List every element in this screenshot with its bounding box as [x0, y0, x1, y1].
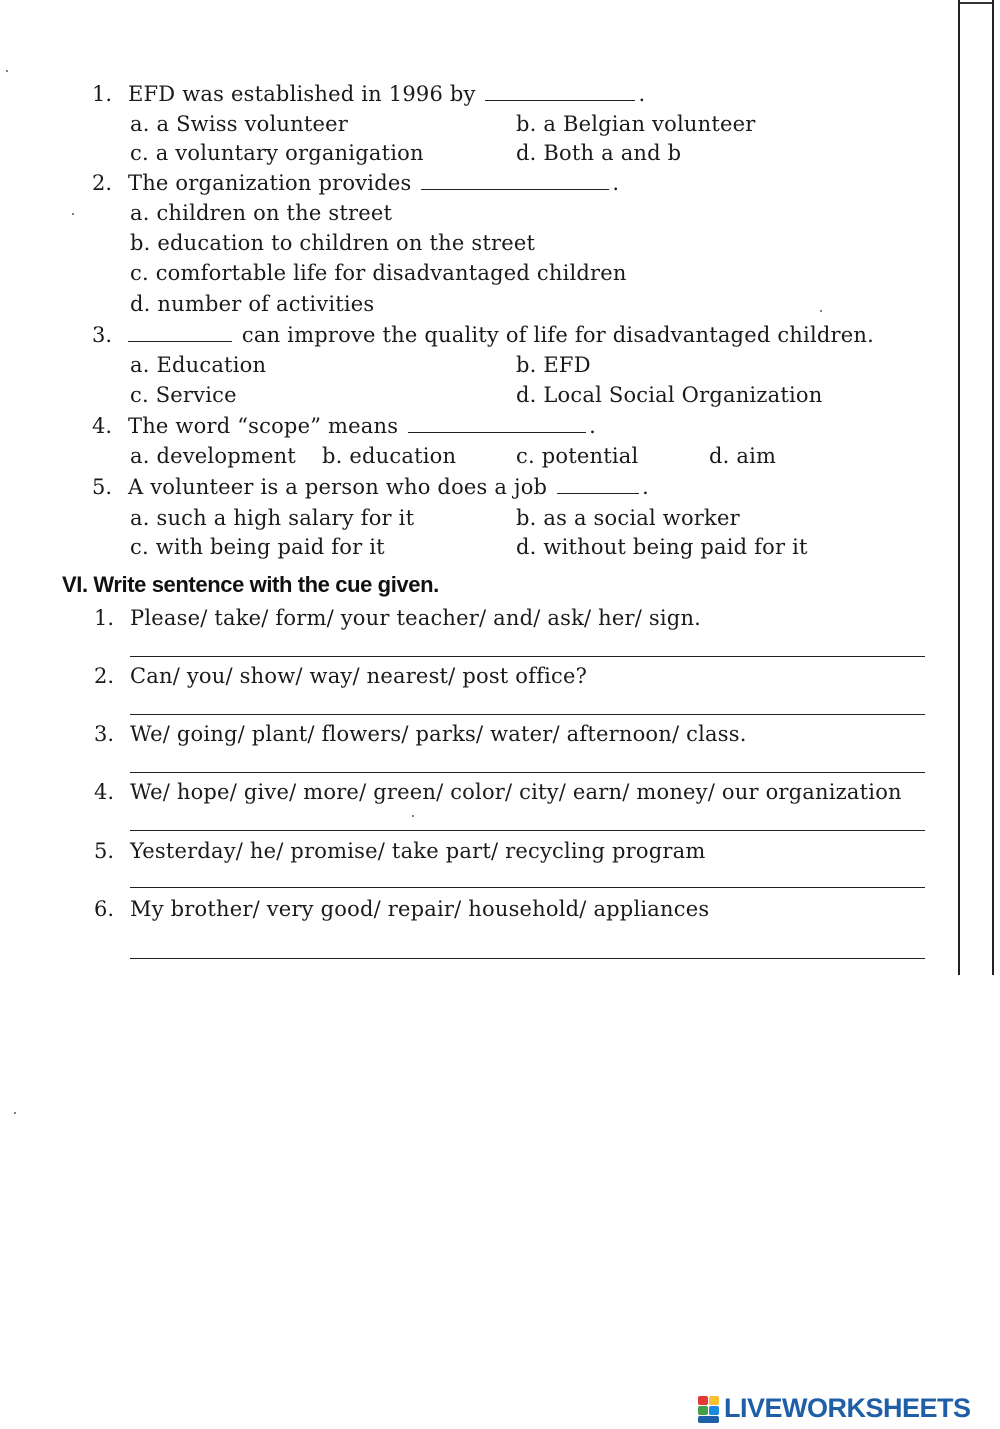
option[interactable]: c. with being paid for it: [130, 535, 385, 559]
option[interactable]: d. Local Social Organization: [516, 383, 823, 407]
logo-text: LIVEWORKSHEETS: [724, 1393, 971, 1423]
sentence-cue: Please/ take/ form/ your teacher/ and/ ask/ her/ sign.: [130, 606, 702, 630]
option[interactable]: d. number of activities: [130, 292, 375, 316]
answer-line[interactable]: [130, 830, 925, 831]
option[interactable]: b. education to children on the street: [130, 231, 536, 255]
section-heading: VI. Write sentence with the cue given.: [62, 572, 439, 597]
question-number: 5.: [92, 475, 113, 499]
question-1: [128, 82, 645, 106]
question-text: EFD was established in 1996 by: [128, 82, 476, 106]
answer-line[interactable]: [130, 714, 925, 715]
sentence-cue: Can/ you/ show/ way/ nearest/ post office?: [130, 664, 588, 688]
option[interactable]: d. without being paid for it: [516, 535, 808, 559]
question-3: [128, 323, 874, 347]
answer-blank[interactable]: [421, 189, 609, 190]
option[interactable]: b. a Belgian volunteer: [516, 112, 756, 136]
page-right-border: [958, 0, 960, 975]
question-number: 4.: [92, 414, 113, 438]
question-number: 1.: [92, 82, 113, 106]
option[interactable]: a. a Swiss volunteer: [130, 112, 348, 136]
answer-blank[interactable]: [408, 432, 586, 433]
answer-line[interactable]: [130, 656, 925, 657]
item-number: 6.: [94, 897, 115, 921]
logo-icon: [698, 1394, 720, 1424]
answer-blank[interactable]: [557, 493, 639, 494]
answer-blank[interactable]: [128, 341, 232, 342]
question-punct: .: [638, 82, 646, 106]
question-punct: .: [612, 171, 620, 195]
sentence-cue: We/ hope/ give/ more/ green/ color/ city/ earn/ money/ our organization: [130, 780, 902, 804]
question-4: [128, 414, 596, 438]
scan-speck: [412, 815, 414, 817]
sentence-cue: Yesterday/ he/ promise/ take part/ recycling program: [130, 839, 706, 863]
option[interactable]: c. potential: [516, 444, 639, 468]
question-punct: .: [589, 414, 596, 438]
option[interactable]: d. Both a and b: [516, 141, 682, 165]
answer-blank[interactable]: [485, 100, 635, 101]
item-number: 5.: [94, 839, 115, 863]
option[interactable]: c. Service: [130, 383, 237, 407]
question-text: The organization provides: [128, 171, 412, 195]
answer-line[interactable]: [130, 887, 925, 888]
option[interactable]: d. aim: [709, 444, 777, 468]
question-punct: .: [642, 475, 649, 499]
question-text: The word “scope” means: [128, 414, 399, 438]
question-text: A volunteer is a person who does a job: [128, 475, 548, 499]
question-text: can improve the quality of life for disadvantaged children.: [241, 323, 874, 347]
option[interactable]: a. development: [130, 444, 296, 468]
scan-speck: [14, 1112, 16, 1114]
option[interactable]: c. a voluntary organigation: [130, 141, 424, 165]
scan-speck: [6, 70, 8, 72]
answer-line[interactable]: [130, 772, 925, 773]
sentence-cue: My brother/ very good/ repair/ household/ appliances: [130, 897, 710, 921]
question-2: [128, 171, 619, 195]
option[interactable]: a. such a high salary for it: [130, 506, 415, 530]
liveworksheets-logo: [698, 1393, 971, 1424]
sentence-cue: We/ going/ plant/ flowers/ parks/ water/ afternoon/ class.: [130, 722, 747, 746]
item-number: 1.: [94, 606, 115, 630]
question-number: 2.: [92, 171, 113, 195]
option[interactable]: b. education: [322, 444, 457, 468]
page-corner-mark: [958, 2, 994, 24]
scan-speck: [72, 213, 74, 215]
option[interactable]: b. EFD: [516, 353, 591, 377]
option[interactable]: c. comfortable life for disadvantaged children: [130, 261, 627, 285]
option[interactable]: b. as a social worker: [516, 506, 740, 530]
answer-line[interactable]: [130, 958, 925, 959]
page-right-border-outer: [992, 0, 994, 975]
option[interactable]: a. children on the street: [130, 201, 393, 225]
scan-speck: [820, 310, 822, 312]
option[interactable]: a. Education: [130, 353, 267, 377]
item-number: 3.: [94, 722, 115, 746]
item-number: 2.: [94, 664, 115, 688]
question-5: [128, 475, 649, 499]
question-number: 3.: [92, 323, 113, 347]
item-number: 4.: [94, 780, 115, 804]
